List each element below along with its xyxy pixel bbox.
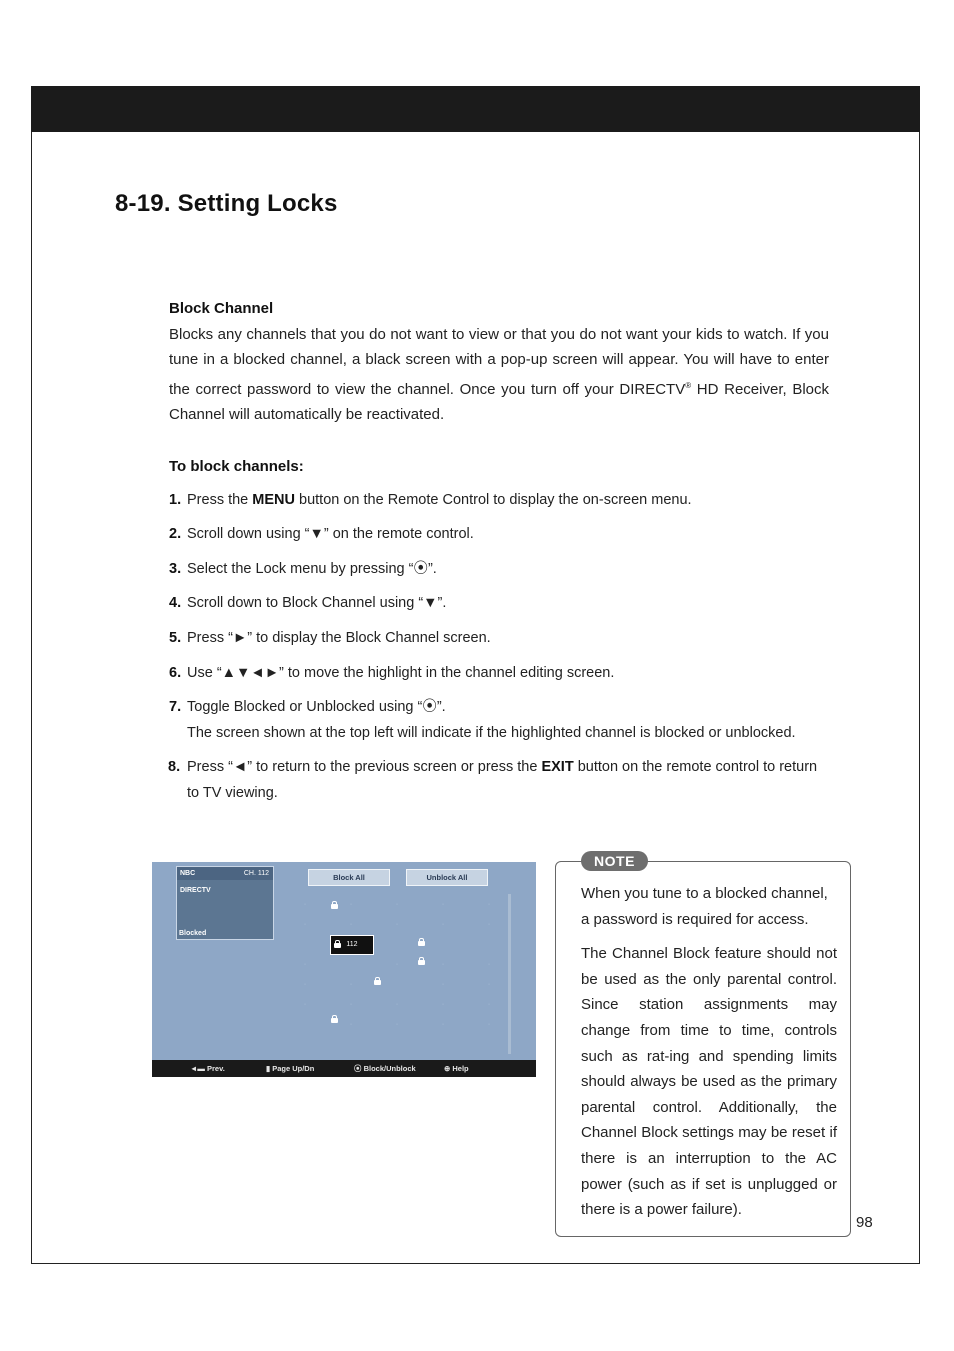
grid-scrollbar	[508, 894, 511, 1054]
grid-cell: ·	[303, 921, 307, 928]
step-6: 6. Use “▲▼◄►” to move the highlight in the channel editing screen.	[169, 664, 615, 681]
steps-heading: To block channels:	[169, 457, 304, 475]
footer-prev: ◄▬ Prev.	[190, 1064, 225, 1073]
lock-icon	[418, 941, 425, 946]
lock-icon	[331, 904, 338, 909]
grid-cell: ·	[487, 1021, 491, 1028]
grid-cell: ·	[349, 901, 353, 908]
footer-block: ⦿ Block/Unblock	[354, 1064, 416, 1073]
grid-cell: ·	[441, 981, 445, 988]
grid-cell: ·	[487, 1001, 491, 1008]
note-paragraph-1: When you tune to a blocked channel, a password is required for access.	[581, 885, 828, 928]
grid-cell: ·	[395, 1021, 399, 1028]
step-7: 7. Toggle Blocked or Unblocked using “⦿”. The screen shown at the top left will indicate if the highlighted channel is blocked or unblocked.	[169, 699, 796, 741]
channel-preview-window	[176, 866, 274, 940]
lock-icon	[418, 960, 425, 965]
grid-cell: ·	[303, 981, 307, 988]
channel-grid	[284, 894, 514, 1054]
grid-cell: ·	[441, 1021, 445, 1028]
page-number: 98	[856, 1214, 873, 1231]
grid-cell: ·	[303, 901, 307, 908]
step-5: 5. Press “►” to display the Block Channel screen.	[169, 629, 491, 646]
unblock-all-button: Unblock All	[406, 869, 488, 886]
grid-cell: ·	[487, 981, 491, 988]
grid-cell: ·	[349, 1021, 353, 1028]
grid-cell: ·	[395, 1001, 399, 1008]
screen-footer	[152, 1060, 536, 1077]
menu-button-label: MENU	[252, 491, 295, 508]
grid-cell: ·	[487, 921, 491, 928]
step-1: 1. Press the MENU button on the Remote Control to display the on-screen menu.	[169, 491, 692, 508]
lock-icon	[331, 1018, 338, 1023]
preview-channel: CH. 112	[243, 870, 269, 877]
grid-cell: ·	[395, 901, 399, 908]
exit-button-label: EXIT	[541, 759, 574, 776]
header-bar	[31, 86, 920, 132]
block-channel-heading: Block Channel	[169, 300, 274, 317]
section-title: 8-19. Setting Locks	[115, 190, 338, 217]
grid-cell: ·	[441, 1001, 445, 1008]
block-all-button: Block All	[308, 869, 390, 886]
footer-help: ⊕ Help	[444, 1064, 469, 1073]
preview-network: NBC	[177, 867, 273, 880]
grid-cell: ·	[395, 961, 399, 968]
note-paragraph-2: The Channel Block feature should not be used as the only parental control. Since station assignments may change from time to time, controls such as rat-ing and spending limits should always be used as the primary parental control. Additionally, the Channel Block settings may be reset if there is an interruption to the AC power (such as if set is unplugged or there is a power failure).	[581, 945, 837, 1219]
grid-cell: ·	[487, 961, 491, 968]
step-4: 4. Scroll down to Block Channel using “▼”.	[169, 595, 447, 612]
block-channel-description: Blocks any channels that you do not want to view or that you do not want your kids to watch. If you tune in a blocked channel, a black screen with a pop-up screen will appear. You will have to enter the correct password to view the channel. Once you turn off your DIRECTV® HD Receiver, Block Channel will automatically be reactivated.	[169, 325, 829, 424]
step-8: 8. Press “◄” to return to the previous screen or press the EXIT button on the remote control to return to TV viewing.	[168, 759, 818, 801]
lock-icon	[374, 980, 381, 985]
preview-brand: DIRECTV	[180, 887, 211, 894]
note-body	[581, 881, 837, 1232]
grid-cell: ·	[303, 1001, 307, 1008]
lock-icon	[334, 943, 341, 948]
grid-cell: ·	[487, 901, 491, 908]
highlighted-channel-cell: 112	[330, 935, 374, 955]
grid-cell: ·	[441, 901, 445, 908]
grid-cell: ·	[349, 921, 353, 928]
note-tag: NOTE	[581, 851, 648, 871]
grid-cell: ·	[395, 921, 399, 928]
grid-cell: ·	[349, 1001, 353, 1008]
step-3: 3. Select the Lock menu by pressing “⦿”.	[169, 560, 437, 577]
grid-cell: ·	[441, 921, 445, 928]
preview-status: Blocked	[179, 930, 207, 937]
footer-page: ▮ Page Up/Dn	[266, 1064, 315, 1073]
main-content	[169, 296, 829, 816]
grid-cell: ·	[303, 961, 307, 968]
step-2: 2. Scroll down using “▼” on the remote control.	[169, 526, 474, 543]
registered-mark: ®	[685, 380, 692, 390]
grid-cell: ·	[349, 981, 353, 988]
block-channel-screenshot	[152, 862, 536, 1077]
grid-cell: ·	[441, 961, 445, 968]
